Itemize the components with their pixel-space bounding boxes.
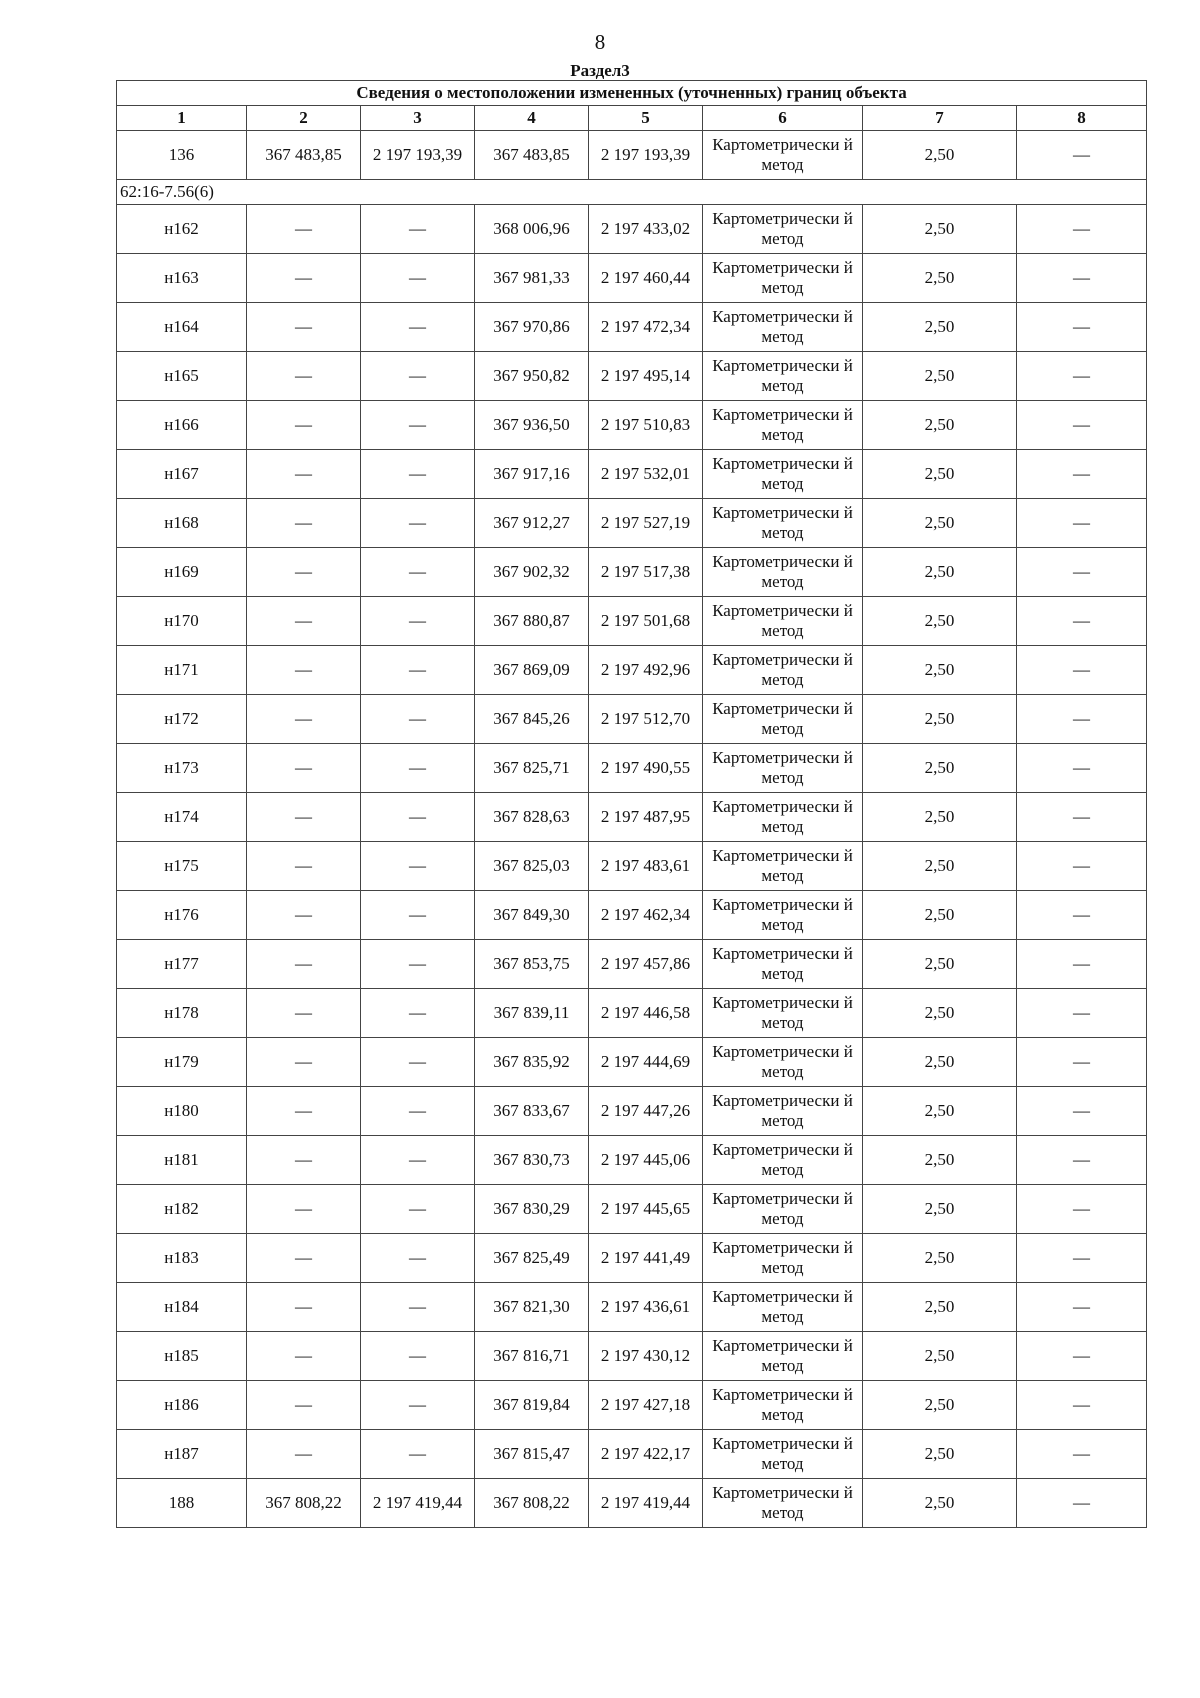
cell-col-8: — bbox=[1017, 131, 1147, 180]
cell-col-3: — bbox=[361, 548, 475, 597]
cell-col-7: 2,50 bbox=[863, 352, 1017, 401]
cell-col-4: 367 825,03 bbox=[475, 842, 589, 891]
cell-col-4: 367 483,85 bbox=[475, 131, 589, 180]
group-row bbox=[117, 180, 1147, 205]
cell-col-7: 2,50 bbox=[863, 891, 1017, 940]
cell-col-7: 2,50 bbox=[863, 1038, 1017, 1087]
cell-col-2: — bbox=[247, 695, 361, 744]
cell-col-7: 2,50 bbox=[863, 744, 1017, 793]
cell-col-2: — bbox=[247, 891, 361, 940]
cell-col-4: 367 819,84 bbox=[475, 1381, 589, 1430]
cell-col-2: — bbox=[247, 1332, 361, 1381]
cell-col-4: 367 825,49 bbox=[475, 1234, 589, 1283]
column-header-2: 2 bbox=[247, 106, 361, 131]
cell-col-7: 2,50 bbox=[863, 1283, 1017, 1332]
cell-col-8: — bbox=[1017, 352, 1147, 401]
cell-col-6: Картометрически й метод bbox=[703, 303, 863, 352]
cell-col-8: — bbox=[1017, 1038, 1147, 1087]
table-row bbox=[117, 989, 1147, 1038]
cell-col-2: — bbox=[247, 499, 361, 548]
cell-col-6: Картометрически й метод bbox=[703, 254, 863, 303]
cell-col-4: 367 917,16 bbox=[475, 450, 589, 499]
cell-col-8: — bbox=[1017, 1479, 1147, 1528]
cell-col-6: Картометрически й метод bbox=[703, 1136, 863, 1185]
cell-col-5: 2 197 433,02 bbox=[589, 205, 703, 254]
cell-col-7: 2,50 bbox=[863, 793, 1017, 842]
cell-col-7: 2,50 bbox=[863, 401, 1017, 450]
cell-col-7: 2,50 bbox=[863, 1136, 1017, 1185]
cell-col-7: 2,50 bbox=[863, 450, 1017, 499]
cell-col-8: — bbox=[1017, 940, 1147, 989]
cell-col-6: Картометрически й метод bbox=[703, 891, 863, 940]
cell-col-3: — bbox=[361, 1038, 475, 1087]
cell-col-1: н186 bbox=[117, 1381, 247, 1430]
cell-col-1: н170 bbox=[117, 597, 247, 646]
table-row bbox=[117, 352, 1147, 401]
cell-col-3: 2 197 419,44 bbox=[361, 1479, 475, 1528]
cell-col-1: н162 bbox=[117, 205, 247, 254]
cell-col-5: 2 197 419,44 bbox=[589, 1479, 703, 1528]
column-header-8: 8 bbox=[1017, 106, 1147, 131]
boundary-table bbox=[116, 80, 1147, 1528]
cell-col-2: — bbox=[247, 303, 361, 352]
table-row bbox=[117, 597, 1147, 646]
cell-col-2: — bbox=[247, 352, 361, 401]
cell-col-3: — bbox=[361, 793, 475, 842]
cell-col-5: 2 197 427,18 bbox=[589, 1381, 703, 1430]
cell-col-1: н180 bbox=[117, 1087, 247, 1136]
cell-col-5: 2 197 517,38 bbox=[589, 548, 703, 597]
cell-col-4: 367 880,87 bbox=[475, 597, 589, 646]
table-row bbox=[117, 1185, 1147, 1234]
table-row bbox=[117, 131, 1147, 180]
cell-col-2: — bbox=[247, 744, 361, 793]
cell-col-8: — bbox=[1017, 499, 1147, 548]
cell-col-6: Картометрически й метод bbox=[703, 1038, 863, 1087]
table-row bbox=[117, 205, 1147, 254]
cell-col-5: 2 197 462,34 bbox=[589, 891, 703, 940]
cell-col-5: 2 197 460,44 bbox=[589, 254, 703, 303]
cell-col-5: 2 197 193,39 bbox=[589, 131, 703, 180]
cell-col-6: Картометрически й метод bbox=[703, 695, 863, 744]
cell-col-7: 2,50 bbox=[863, 1332, 1017, 1381]
cell-col-4: 367 869,09 bbox=[475, 646, 589, 695]
cell-col-4: 367 853,75 bbox=[475, 940, 589, 989]
cell-col-6: Картометрически й метод bbox=[703, 1234, 863, 1283]
cell-col-7: 2,50 bbox=[863, 499, 1017, 548]
cell-col-4: 367 815,47 bbox=[475, 1430, 589, 1479]
cell-col-6: Картометрически й метод bbox=[703, 1283, 863, 1332]
cell-col-7: 2,50 bbox=[863, 1430, 1017, 1479]
cell-col-6: Картометрически й метод bbox=[703, 1381, 863, 1430]
cell-col-3: — bbox=[361, 450, 475, 499]
cell-col-4: 367 970,86 bbox=[475, 303, 589, 352]
cell-col-5: 2 197 445,06 bbox=[589, 1136, 703, 1185]
cell-col-4: 367 816,71 bbox=[475, 1332, 589, 1381]
cell-col-8: — bbox=[1017, 891, 1147, 940]
cell-col-7: 2,50 bbox=[863, 940, 1017, 989]
column-header-3: 3 bbox=[361, 106, 475, 131]
cell-col-4: 367 912,27 bbox=[475, 499, 589, 548]
table-row bbox=[117, 793, 1147, 842]
table-body bbox=[117, 131, 1147, 1528]
cell-col-4: 367 808,22 bbox=[475, 1479, 589, 1528]
cell-col-1: н164 bbox=[117, 303, 247, 352]
cell-col-2: — bbox=[247, 1038, 361, 1087]
cell-col-8: — bbox=[1017, 646, 1147, 695]
cell-col-3: — bbox=[361, 1185, 475, 1234]
cell-col-1: н183 bbox=[117, 1234, 247, 1283]
cell-col-5: 2 197 445,65 bbox=[589, 1185, 703, 1234]
cell-col-2: — bbox=[247, 1136, 361, 1185]
cell-col-1: н181 bbox=[117, 1136, 247, 1185]
cell-col-4: 367 839,11 bbox=[475, 989, 589, 1038]
cell-col-1: н174 bbox=[117, 793, 247, 842]
cell-col-6: Картометрически й метод bbox=[703, 989, 863, 1038]
cell-col-5: 2 197 510,83 bbox=[589, 401, 703, 450]
table-row bbox=[117, 1136, 1147, 1185]
cell-col-2: — bbox=[247, 1430, 361, 1479]
cell-col-6: Картометрически й метод bbox=[703, 450, 863, 499]
cell-col-3: 2 197 193,39 bbox=[361, 131, 475, 180]
cell-col-8: — bbox=[1017, 401, 1147, 450]
cell-col-5: 2 197 447,26 bbox=[589, 1087, 703, 1136]
cell-col-1: н178 bbox=[117, 989, 247, 1038]
cell-col-4: 367 981,33 bbox=[475, 254, 589, 303]
cell-col-6: Картометрически й метод bbox=[703, 499, 863, 548]
cell-col-1: н168 bbox=[117, 499, 247, 548]
cell-col-7: 2,50 bbox=[863, 1381, 1017, 1430]
cell-col-4: 367 902,32 bbox=[475, 548, 589, 597]
cell-col-6: Картометрически й метод bbox=[703, 842, 863, 891]
cell-col-4: 367 833,67 bbox=[475, 1087, 589, 1136]
cell-col-3: — bbox=[361, 940, 475, 989]
cell-col-2: — bbox=[247, 254, 361, 303]
cell-col-7: 2,50 bbox=[863, 303, 1017, 352]
cell-col-7: 2,50 bbox=[863, 842, 1017, 891]
cell-col-7: 2,50 bbox=[863, 1234, 1017, 1283]
cell-col-3: — bbox=[361, 401, 475, 450]
cell-col-1: 136 bbox=[117, 131, 247, 180]
table-row bbox=[117, 1430, 1147, 1479]
table-row bbox=[117, 940, 1147, 989]
cell-col-1: н172 bbox=[117, 695, 247, 744]
cell-col-5: 2 197 422,17 bbox=[589, 1430, 703, 1479]
table-row bbox=[117, 1283, 1147, 1332]
cell-col-3: — bbox=[361, 842, 475, 891]
cell-col-2: — bbox=[247, 401, 361, 450]
table-row bbox=[117, 254, 1147, 303]
cell-col-5: 2 197 430,12 bbox=[589, 1332, 703, 1381]
cell-col-8: — bbox=[1017, 989, 1147, 1038]
cell-col-2: — bbox=[247, 548, 361, 597]
table-row bbox=[117, 1038, 1147, 1087]
cell-col-1: н177 bbox=[117, 940, 247, 989]
cell-col-6: Картометрически й метод bbox=[703, 793, 863, 842]
cell-col-2: 367 483,85 bbox=[247, 131, 361, 180]
cell-col-6: Картометрически й метод bbox=[703, 940, 863, 989]
cell-col-1: н163 bbox=[117, 254, 247, 303]
cell-col-1: н171 bbox=[117, 646, 247, 695]
cell-col-5: 2 197 532,01 bbox=[589, 450, 703, 499]
column-header-row bbox=[117, 106, 1147, 131]
cell-col-7: 2,50 bbox=[863, 695, 1017, 744]
cell-col-7: 2,50 bbox=[863, 597, 1017, 646]
cell-col-7: 2,50 bbox=[863, 1479, 1017, 1528]
cell-col-7: 2,50 bbox=[863, 548, 1017, 597]
cell-col-3: — bbox=[361, 1136, 475, 1185]
cell-col-1: н179 bbox=[117, 1038, 247, 1087]
cell-col-8: — bbox=[1017, 1430, 1147, 1479]
cell-col-1: н173 bbox=[117, 744, 247, 793]
column-header-6: 6 bbox=[703, 106, 863, 131]
cell-col-5: 2 197 501,68 bbox=[589, 597, 703, 646]
cell-col-6: Картометрически й метод bbox=[703, 646, 863, 695]
cell-col-5: 2 197 436,61 bbox=[589, 1283, 703, 1332]
cell-col-4: 368 006,96 bbox=[475, 205, 589, 254]
table-row bbox=[117, 1381, 1147, 1430]
cell-col-5: 2 197 487,95 bbox=[589, 793, 703, 842]
table-row bbox=[117, 548, 1147, 597]
table-row bbox=[117, 401, 1147, 450]
table-row bbox=[117, 1479, 1147, 1528]
cell-col-8: — bbox=[1017, 744, 1147, 793]
cell-col-5: 2 197 446,58 bbox=[589, 989, 703, 1038]
cell-col-5: 2 197 492,96 bbox=[589, 646, 703, 695]
cell-col-6: Картометрически й метод bbox=[703, 1185, 863, 1234]
cell-col-7: 2,50 bbox=[863, 254, 1017, 303]
cell-col-5: 2 197 483,61 bbox=[589, 842, 703, 891]
cell-col-1: 188 bbox=[117, 1479, 247, 1528]
table-row bbox=[117, 303, 1147, 352]
cell-col-5: 2 197 490,55 bbox=[589, 744, 703, 793]
cell-col-8: — bbox=[1017, 793, 1147, 842]
cell-col-6: Картометрически й метод bbox=[703, 1332, 863, 1381]
table-row bbox=[117, 842, 1147, 891]
table-row bbox=[117, 450, 1147, 499]
cell-col-6: Картометрически й метод bbox=[703, 1430, 863, 1479]
cell-col-4: 367 830,73 bbox=[475, 1136, 589, 1185]
cell-col-4: 367 821,30 bbox=[475, 1283, 589, 1332]
cell-col-8: — bbox=[1017, 597, 1147, 646]
cell-col-8: — bbox=[1017, 1283, 1147, 1332]
cell-col-5: 2 197 444,69 bbox=[589, 1038, 703, 1087]
cell-col-5: 2 197 512,70 bbox=[589, 695, 703, 744]
cell-col-1: н185 bbox=[117, 1332, 247, 1381]
cell-col-2: — bbox=[247, 1234, 361, 1283]
cell-col-6: Картометрически й метод bbox=[703, 352, 863, 401]
cell-col-2: — bbox=[247, 842, 361, 891]
cell-col-8: — bbox=[1017, 695, 1147, 744]
cell-col-5: 2 197 441,49 bbox=[589, 1234, 703, 1283]
cell-col-3: — bbox=[361, 646, 475, 695]
cell-col-5: 2 197 457,86 bbox=[589, 940, 703, 989]
table-row bbox=[117, 695, 1147, 744]
cell-col-8: — bbox=[1017, 842, 1147, 891]
cell-col-1: н169 bbox=[117, 548, 247, 597]
cell-col-5: 2 197 527,19 bbox=[589, 499, 703, 548]
cell-col-7: 2,50 bbox=[863, 1185, 1017, 1234]
cell-col-3: — bbox=[361, 1430, 475, 1479]
cell-col-2: — bbox=[247, 597, 361, 646]
group-label: 62:16-7.56(6) bbox=[117, 180, 1147, 205]
cell-col-8: — bbox=[1017, 1185, 1147, 1234]
cell-col-4: 367 849,30 bbox=[475, 891, 589, 940]
cell-col-8: — bbox=[1017, 1136, 1147, 1185]
cell-col-8: — bbox=[1017, 254, 1147, 303]
cell-col-6: Картометрически й метод bbox=[703, 131, 863, 180]
table-row bbox=[117, 1332, 1147, 1381]
cell-col-3: — bbox=[361, 1332, 475, 1381]
cell-col-3: — bbox=[361, 254, 475, 303]
cell-col-6: Картометрически й метод bbox=[703, 548, 863, 597]
table-row bbox=[117, 1087, 1147, 1136]
cell-col-2: — bbox=[247, 205, 361, 254]
cell-col-2: — bbox=[247, 1283, 361, 1332]
cell-col-7: 2,50 bbox=[863, 205, 1017, 254]
cell-col-8: — bbox=[1017, 1234, 1147, 1283]
cell-col-6: Картометрически й метод bbox=[703, 597, 863, 646]
cell-col-2: — bbox=[247, 989, 361, 1038]
cell-col-8: — bbox=[1017, 1332, 1147, 1381]
table-row bbox=[117, 744, 1147, 793]
cell-col-3: — bbox=[361, 989, 475, 1038]
cell-col-4: 367 828,63 bbox=[475, 793, 589, 842]
table-row bbox=[117, 499, 1147, 548]
cell-col-1: н187 bbox=[117, 1430, 247, 1479]
cell-col-1: н166 bbox=[117, 401, 247, 450]
cell-col-6: Картометрически й метод bbox=[703, 205, 863, 254]
cell-col-7: 2,50 bbox=[863, 1087, 1017, 1136]
cell-col-3: — bbox=[361, 1381, 475, 1430]
cell-col-7: 2,50 bbox=[863, 131, 1017, 180]
table-caption: Сведения о местоположении измененных (уточненных) границ объекта bbox=[117, 81, 1147, 106]
cell-col-1: н176 bbox=[117, 891, 247, 940]
column-header-7: 7 bbox=[863, 106, 1017, 131]
cell-col-6: Картометрически й метод bbox=[703, 1479, 863, 1528]
section-title: Раздел3 bbox=[570, 61, 630, 80]
cell-col-8: — bbox=[1017, 205, 1147, 254]
cell-col-8: — bbox=[1017, 548, 1147, 597]
cell-col-2: — bbox=[247, 646, 361, 695]
cell-col-3: — bbox=[361, 1283, 475, 1332]
cell-col-6: Картометрически й метод bbox=[703, 744, 863, 793]
cell-col-2: — bbox=[247, 940, 361, 989]
cell-col-3: — bbox=[361, 597, 475, 646]
cell-col-3: — bbox=[361, 695, 475, 744]
cell-col-4: 367 845,26 bbox=[475, 695, 589, 744]
cell-col-7: 2,50 bbox=[863, 646, 1017, 695]
cell-col-2: — bbox=[247, 1087, 361, 1136]
cell-col-2: — bbox=[247, 450, 361, 499]
cell-col-5: 2 197 495,14 bbox=[589, 352, 703, 401]
column-header-5: 5 bbox=[589, 106, 703, 131]
cell-col-8: — bbox=[1017, 450, 1147, 499]
table-row bbox=[117, 646, 1147, 695]
cell-col-8: — bbox=[1017, 1381, 1147, 1430]
cell-col-1: н182 bbox=[117, 1185, 247, 1234]
cell-col-8: — bbox=[1017, 1087, 1147, 1136]
cell-col-2: 367 808,22 bbox=[247, 1479, 361, 1528]
cell-col-1: н167 bbox=[117, 450, 247, 499]
page-number: 8 bbox=[594, 30, 606, 54]
cell-col-4: 367 830,29 bbox=[475, 1185, 589, 1234]
cell-col-7: 2,50 bbox=[863, 989, 1017, 1038]
cell-col-3: — bbox=[361, 1234, 475, 1283]
cell-col-6: Картометрически й метод bbox=[703, 1087, 863, 1136]
cell-col-3: — bbox=[361, 205, 475, 254]
cell-col-2: — bbox=[247, 1185, 361, 1234]
cell-col-3: — bbox=[361, 744, 475, 793]
column-header-4: 4 bbox=[475, 106, 589, 131]
cell-col-6: Картометрически й метод bbox=[703, 401, 863, 450]
cell-col-1: н184 bbox=[117, 1283, 247, 1332]
cell-col-2: — bbox=[247, 1381, 361, 1430]
cell-col-3: — bbox=[361, 499, 475, 548]
cell-col-8: — bbox=[1017, 303, 1147, 352]
cell-col-3: — bbox=[361, 1087, 475, 1136]
cell-col-3: — bbox=[361, 303, 475, 352]
cell-col-1: н175 bbox=[117, 842, 247, 891]
cell-col-4: 367 835,92 bbox=[475, 1038, 589, 1087]
cell-col-1: н165 bbox=[117, 352, 247, 401]
column-header-1: 1 bbox=[117, 106, 247, 131]
cell-col-4: 367 950,82 bbox=[475, 352, 589, 401]
cell-col-2: — bbox=[247, 793, 361, 842]
cell-col-5: 2 197 472,34 bbox=[589, 303, 703, 352]
cell-col-3: — bbox=[361, 891, 475, 940]
table-row bbox=[117, 1234, 1147, 1283]
table-row bbox=[117, 891, 1147, 940]
cell-col-3: — bbox=[361, 352, 475, 401]
cell-col-4: 367 936,50 bbox=[475, 401, 589, 450]
cell-col-4: 367 825,71 bbox=[475, 744, 589, 793]
